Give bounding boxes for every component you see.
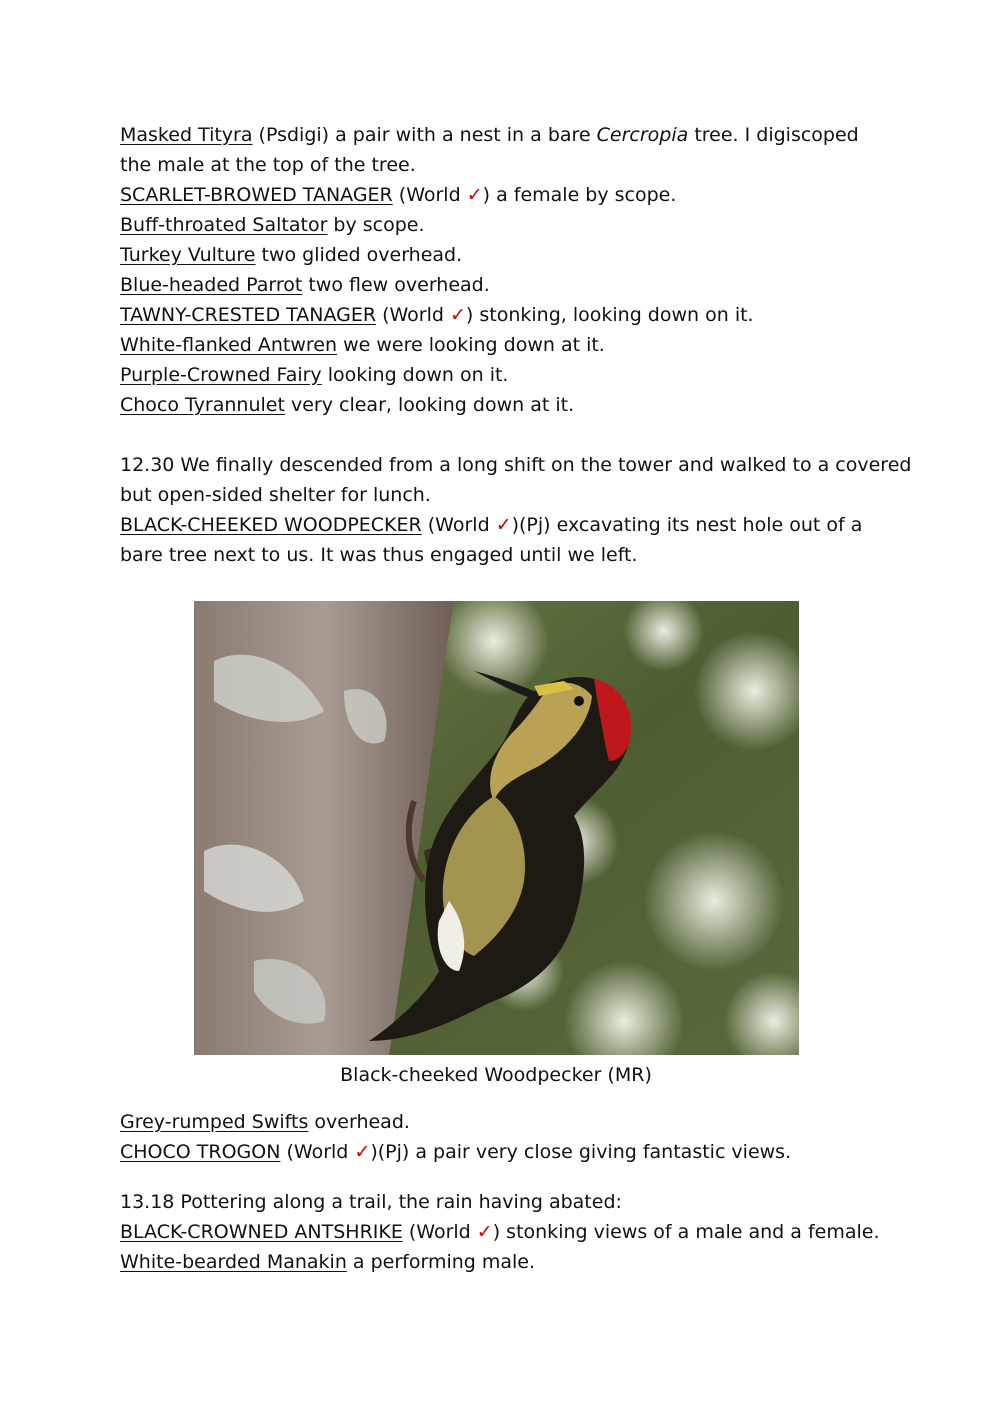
- species-name: White-flanked Antwren: [120, 334, 338, 356]
- entry-masked-tityra: Masked Tityra (Psdigi) a pair with a nest in a bare Cercropia tree. I digiscoped: [120, 124, 859, 146]
- check-icon: ✓: [450, 304, 466, 326]
- entry-scarlet-browed-tanager: SCARLET-BROWED TANAGER (World ✓) a female by scope.: [120, 184, 677, 206]
- entry-turkey-vulture: Turkey Vulture two glided overhead.: [120, 244, 463, 266]
- species-name: Blue-headed Parrot: [120, 274, 303, 296]
- check-icon: ✓: [495, 514, 512, 536]
- entry-white-flanked-antwren: White-flanked Antwren we were looking down at it.: [120, 334, 605, 356]
- species-name: BLACK-CHEEKED WOODPECKER: [120, 514, 422, 536]
- species-name: CHOCO TROGON: [120, 1141, 281, 1163]
- entry-continuation: bare tree next to us. It was thus engaged until we left.: [120, 544, 638, 566]
- entry-purple-crowned-fairy: Purple-Crowned Fairy looking down on it.: [120, 364, 509, 386]
- entry-choco-tyrannulet: Choco Tyrannulet very clear, looking down at it.: [120, 394, 575, 416]
- species-name: Buff-throated Saltator: [120, 214, 328, 236]
- entry-tawny-crested-tanager: TAWNY-CRESTED TANAGER (World ✓) stonking, looking down on it.: [120, 304, 754, 326]
- species-name: Grey-rumped Swifts: [120, 1111, 309, 1133]
- species-name: TAWNY-CRESTED TANAGER: [120, 304, 377, 326]
- check-icon: ✓: [466, 184, 483, 206]
- trail-intro: 13.18 Pottering along a trail, the rain having abated:: [120, 1191, 622, 1213]
- species-name: SCARLET-BROWED TANAGER: [120, 184, 393, 206]
- entry-continuation: the male at the top of the tree.: [120, 154, 416, 176]
- entry-black-crowned-antshrike: BLACK-CROWNED ANTSHRIKE (World ✓) stonking views of a male and a female.: [120, 1221, 880, 1243]
- photo-caption: Black-cheeked Woodpecker (MR): [340, 1064, 652, 1086]
- sightings-block-1: [120, 120, 912, 570]
- entry-choco-trogon: CHOCO TROGON (World ✓)(Pj) a pair very close giving fantastic views.: [120, 1141, 792, 1163]
- lunch-intro: 12.30 We finally descended from a long shift on the tower and walked to a covered: [120, 454, 912, 476]
- species-name: Turkey Vulture: [120, 244, 256, 266]
- entry-buff-throated-saltator: Buff-throated Saltator by scope.: [120, 214, 425, 236]
- woodpecker-photo: [194, 601, 799, 1055]
- entry-blue-headed-parrot: Blue-headed Parrot two flew overhead.: [120, 274, 490, 296]
- check-icon: ✓: [354, 1141, 371, 1163]
- lunch-intro-cont: but open-sided shelter for lunch.: [120, 484, 431, 506]
- species-name: BLACK-CROWNED ANTSHRIKE: [120, 1221, 403, 1243]
- entry-black-cheeked-woodpecker: BLACK-CHEEKED WOODPECKER (World ✓)(Pj) excavating its nest hole out of a: [120, 514, 863, 536]
- entry-grey-rumped-swifts: Grey-rumped Swifts overhead.: [120, 1111, 410, 1133]
- species-name: Masked Tityra: [120, 124, 253, 146]
- check-icon: ✓: [476, 1221, 493, 1243]
- sightings-block-2: [120, 1107, 880, 1277]
- species-name: White-bearded Manakin: [120, 1251, 347, 1273]
- species-name: Purple-Crowned Fairy: [120, 364, 322, 386]
- entry-white-bearded-manakin: White-bearded Manakin a performing male.: [120, 1251, 536, 1273]
- species-name: Choco Tyrannulet: [120, 394, 285, 416]
